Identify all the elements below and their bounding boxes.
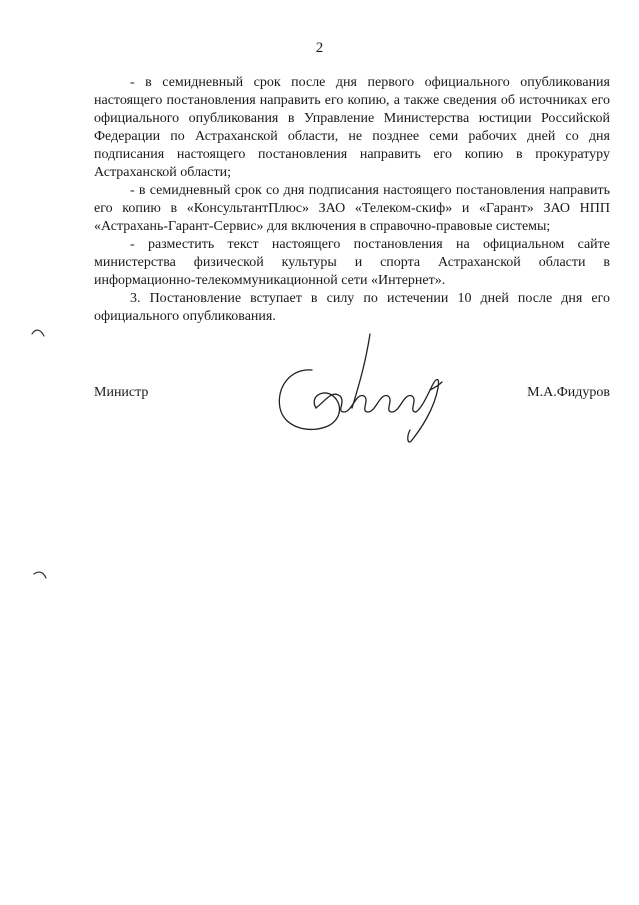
handwritten-signature xyxy=(270,330,460,450)
margin-mark xyxy=(32,568,48,580)
paragraph-publish-on-website: - разместить текст настоящего постановления на официальном сайте министерства физической культуры и спорта Астраханской области в информационно-телекоммуникационной сети «Интернет». xyxy=(94,237,610,288)
paragraph-copy-to-legal-systems: - в семидневный срок со дня подписания настоящего постановления направить его копию в «КонсультантПлюс» ЗАО «Телеком-скиф» и «Гарант» ЗАО НПП «Астрахань-Гарант-Сервис» для включения в справочно-правовые системы; xyxy=(94,183,610,234)
position-title: Министр xyxy=(94,385,149,400)
page-number: 2 xyxy=(315,40,324,56)
paragraph-copy-to-justice-ministry: - в семидневный срок после дня первого официального опубликования настоящего постановления направить его копию, а также сведения об источниках его официального опубликования в Управление Министерства юстиции Российской Федерации по Астраханской области, не позднее семи рабочих дней со дня подписания настоящего постановления направить его копию в прокуратуру Астраханской области; xyxy=(94,75,610,180)
signer-name: М.А.Фидуров xyxy=(527,385,610,400)
paragraph-effective-date: 3. Постановление вступает в силу по истечении 10 дней после дня его официального опубликования. xyxy=(94,291,610,324)
margin-mark xyxy=(30,326,46,338)
document-body xyxy=(94,74,610,326)
